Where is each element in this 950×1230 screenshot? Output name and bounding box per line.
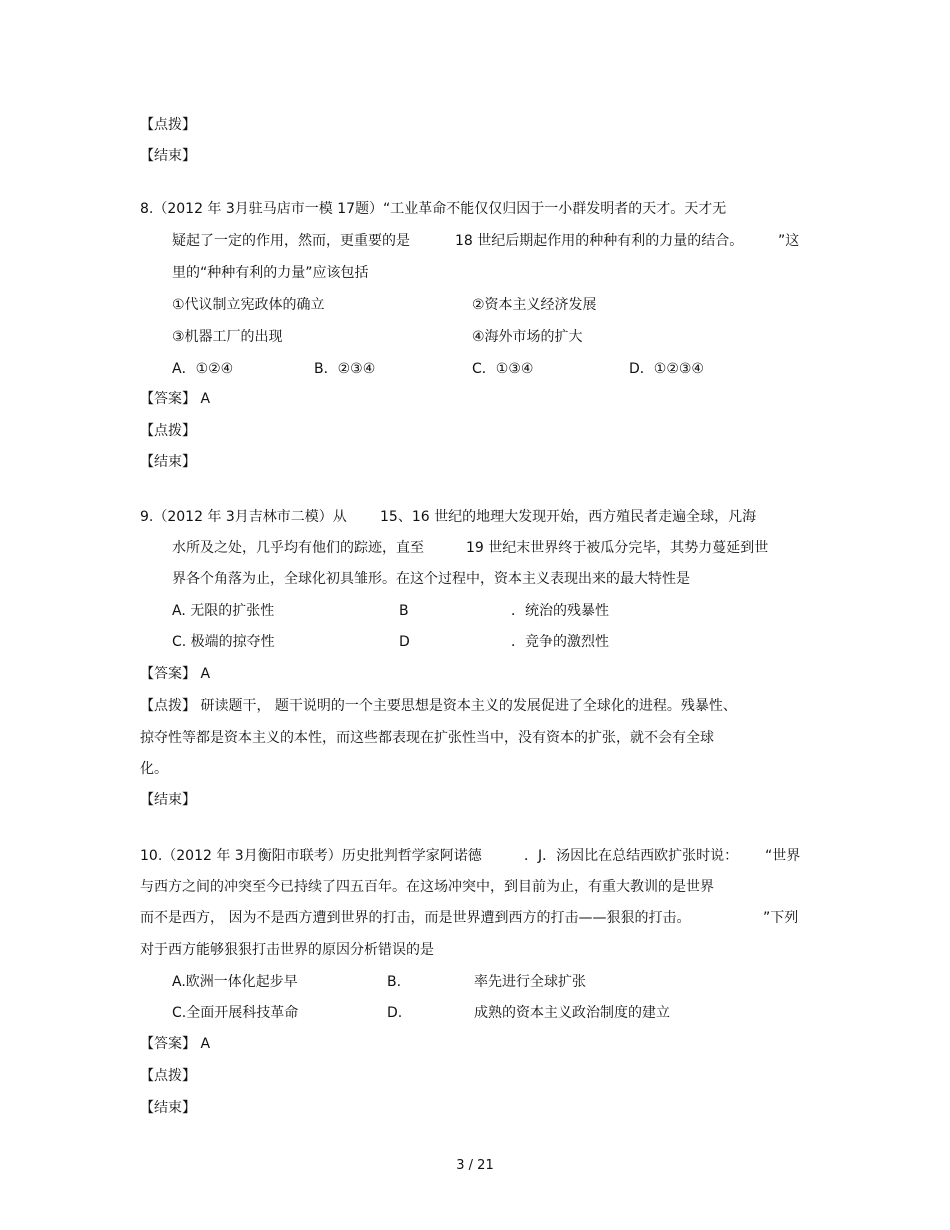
q10-stem-line4: 对于西方能够狠狠打击世界的原因分析错误的是 xyxy=(140,942,434,958)
q8-option-b: B．②③④ xyxy=(314,361,376,377)
hint-label: 【点拨】 xyxy=(140,117,196,133)
q10-option-a: A.欧洲一体化起步早 xyxy=(172,974,298,990)
q9-answer: 【答案】 A xyxy=(140,666,211,682)
end-label: 【结束】 xyxy=(140,148,196,164)
q8-item-3: ③机器工厂的出现 xyxy=(172,329,283,345)
q8-item-4: ④海外市场的扩大 xyxy=(472,329,583,345)
q10-stem-line3a: 而不是西方， 因为不是西方遭到世界的打击，而是世界遭到西方的打击——狠狠的打击。 xyxy=(140,910,691,926)
q9-hint-line3: 化。 xyxy=(140,761,168,777)
q9-end-label: 【结束】 xyxy=(140,792,196,808)
q9-stem-line3: 界各个角落为止，全球化初具雏形。在这个过程中，资本主义表现出来的最大特性是 xyxy=(172,571,690,587)
q9-stem-line2a: 水所及之处，几乎均有他们的踪迹，直至 xyxy=(172,540,424,556)
q8-stem-line2a: 疑起了一定的作用，然而，更重要的是 xyxy=(172,233,410,249)
q8-item-1: ①代议制立宪政体的确立 xyxy=(172,297,325,313)
q9-option-b-text: ．统治的残暴性 xyxy=(511,603,609,619)
q10-stem-line1c: “世界 xyxy=(765,848,801,864)
q8-answer: 【答案】 A xyxy=(140,391,211,407)
q8-item-2: ②资本主义经济发展 xyxy=(472,297,597,313)
q9-stem-line1a: 9.（2012 年 3月吉林市二模）从 xyxy=(140,509,347,525)
q10-option-b-text: 率先进行全球扩张 xyxy=(474,974,586,990)
q10-end-label: 【结束】 xyxy=(140,1100,196,1116)
q9-option-a: A. 无限的扩张性 xyxy=(172,603,275,619)
q10-stem-line2: 与西方之间的冲突至今已持续了四五百年。在这场冲突中，到目前为止，有重大教训的是世界 xyxy=(140,879,714,895)
q9-option-d-text: ．竞争的激烈性 xyxy=(511,634,609,650)
q9-hint-line1: 【点拨】 研读题干， 题干说明的一个主要思想是资本主义的发展促进了全球化的进程。残暴性、 xyxy=(140,698,737,714)
q8-stem-line2b: 18 世纪后期起作用的种种有利的力量的结合。 xyxy=(455,233,744,249)
q10-answer: 【答案】 A xyxy=(140,1036,211,1052)
q8-hint-label: 【点拨】 xyxy=(140,423,196,439)
q9-option-b-letter: B xyxy=(399,603,409,619)
q8-option-c: C．①③④ xyxy=(472,361,534,377)
q8-option-d: D．①②③④ xyxy=(629,361,704,377)
q10-stem-line1b: ．J．汤因比在总结西欧扩张时说： xyxy=(524,848,739,864)
q8-option-a: A．①②④ xyxy=(172,361,234,377)
q10-option-d-text: 成熟的资本主义政治制度的建立 xyxy=(474,1005,670,1021)
q8-stem-line2c: ”这 xyxy=(778,233,800,249)
q8-stem-line3: 里的“种种有利的力量”应该包括 xyxy=(172,265,369,281)
q10-option-c: C.全面开展科技革命 xyxy=(172,1005,299,1021)
q10-stem-line3b: ”下列 xyxy=(763,910,799,926)
q9-option-c: C. 极端的掠夺性 xyxy=(172,634,275,650)
q9-stem-line1b: 15、16 世纪的地理大发现开始，西方殖民者走遍全球，凡海 xyxy=(380,509,757,525)
q10-hint-label: 【点拨】 xyxy=(140,1068,196,1084)
q9-option-d-letter: D xyxy=(399,634,410,650)
q10-option-b-letter: B. xyxy=(387,974,402,990)
q9-stem-line2b: 19 世纪末世界终于被瓜分完毕，其势力蔓延到世 xyxy=(466,540,769,556)
q10-option-d-letter: D. xyxy=(387,1005,403,1021)
q10-stem-line1a: 10.（2012 年 3月衡阳市联考）历史批判哲学家阿诺德 xyxy=(140,848,482,864)
q8-stem-line1: 8.（2012 年 3月驻马店市一模 17题）“工业革命不能仅仅归因于一小群发明者的天才。天才无 xyxy=(140,201,727,217)
q8-end-label: 【结束】 xyxy=(140,454,196,470)
q9-hint-line2: 掠夺性等都是资本主义的本性，而这些都表现在扩张性当中，没有资本的扩张，就不会有全球 xyxy=(140,730,714,746)
page-number: 3 / 21 xyxy=(456,1158,494,1173)
